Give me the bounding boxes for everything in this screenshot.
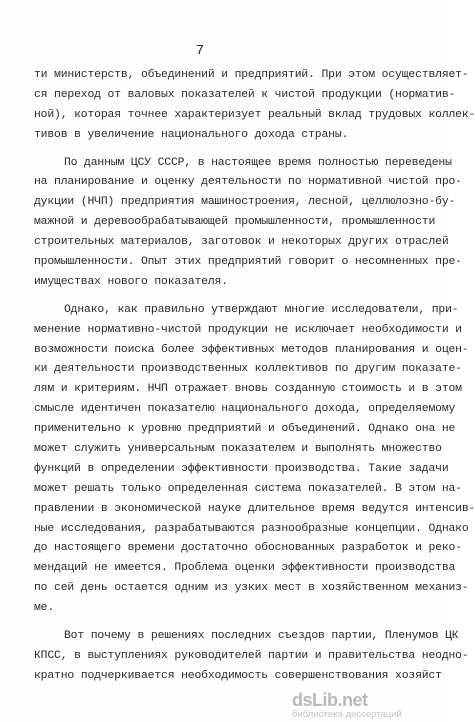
- text-line: дукции (НЧП) предприятия машиностроения, лесной, целлюлозно-бу-: [34, 196, 456, 209]
- text-line: промышленности. Опыт этих предприятий говорит о несомненных пре-: [34, 256, 462, 269]
- text-line: ной), которая точнее характеризует реальный вклад трудовых коллек-: [34, 108, 475, 121]
- text-line: По данным ЦСУ СССР, в настоящее время полностью переведены: [64, 156, 452, 169]
- text-line: может служить универсальным показателем и выполнять множество: [34, 443, 442, 456]
- text-line: мажной и деревообрабатывающей промышленности, промышленности: [34, 216, 436, 229]
- watermark: [292, 690, 442, 720]
- text-line: ся переход от валовых показателей к чистой продукции (норматив-: [34, 88, 456, 101]
- text-line: ти министерств, объединений и предприятий. При этом осуществляет-: [34, 69, 469, 81]
- text-line: возможности поиска более эффективных методов планирования и оцен-: [34, 343, 469, 356]
- text-line: ме.: [34, 602, 55, 615]
- text-line: функций в определении эффективности производства. Такие задачи: [34, 462, 449, 475]
- text-line: может решать только определенная система показателей. В этом на-: [34, 482, 462, 495]
- text-line: КПСС, в выступлениях руководителей партии и правительства неодно-: [34, 649, 469, 662]
- text-line: кратно подчеркивается необходимость совершенствования хозяйст: [34, 669, 442, 682]
- text-line: применительно к уровню предприятий и объединений. Однако она не: [34, 423, 456, 436]
- text-line: смысле идентичен показателю национального дохода, определяемому: [34, 403, 456, 416]
- text-line: до настоящего времени достаточно обоснованных разработок и реко-: [34, 542, 462, 555]
- text-line: имуществах нового показателя.: [34, 275, 228, 288]
- text-line: Вот почему в решениях последних съездов партии, Пленумов ЦК: [64, 630, 459, 643]
- text-line: мендаций не имеется. Проблема оценки эффективности производства: [34, 562, 456, 575]
- text-line: лям и критериям. НЧП отражает вновь созданную стоимость и в этом: [34, 383, 462, 396]
- page-number: 7: [195, 43, 205, 59]
- text-line: тивов в увеличение национального дохода страны.: [34, 128, 349, 141]
- watermark-logo: dsLib.net: [292, 690, 368, 710]
- text-line: Однако, как правильно утверждают многие исследователи, при-: [64, 303, 459, 316]
- watermark-subtitle: библиотека диссертаций: [292, 709, 402, 720]
- text-line: на планирование и оценку деятельности по нормативной чистой про-: [34, 176, 462, 189]
- text-line: строительных материалов, заготовок и некоторых других отраслей: [34, 236, 449, 249]
- text-line: ки деятельности производственных коллективов по другим показате-: [34, 363, 462, 376]
- body-text: [34, 66, 475, 687]
- text-line: менение нормативно-чистой продукции не исключает необходимости и: [34, 323, 462, 336]
- text-line: ные исследования, разрабатываются разнообразные концепции. Однако: [34, 522, 469, 535]
- text-line: по сей день остается одним из узких мест в хозяйственном механиз-: [34, 582, 469, 595]
- text-line: правлении в экономической науке длительное время ведутся интенсив-: [34, 502, 475, 515]
